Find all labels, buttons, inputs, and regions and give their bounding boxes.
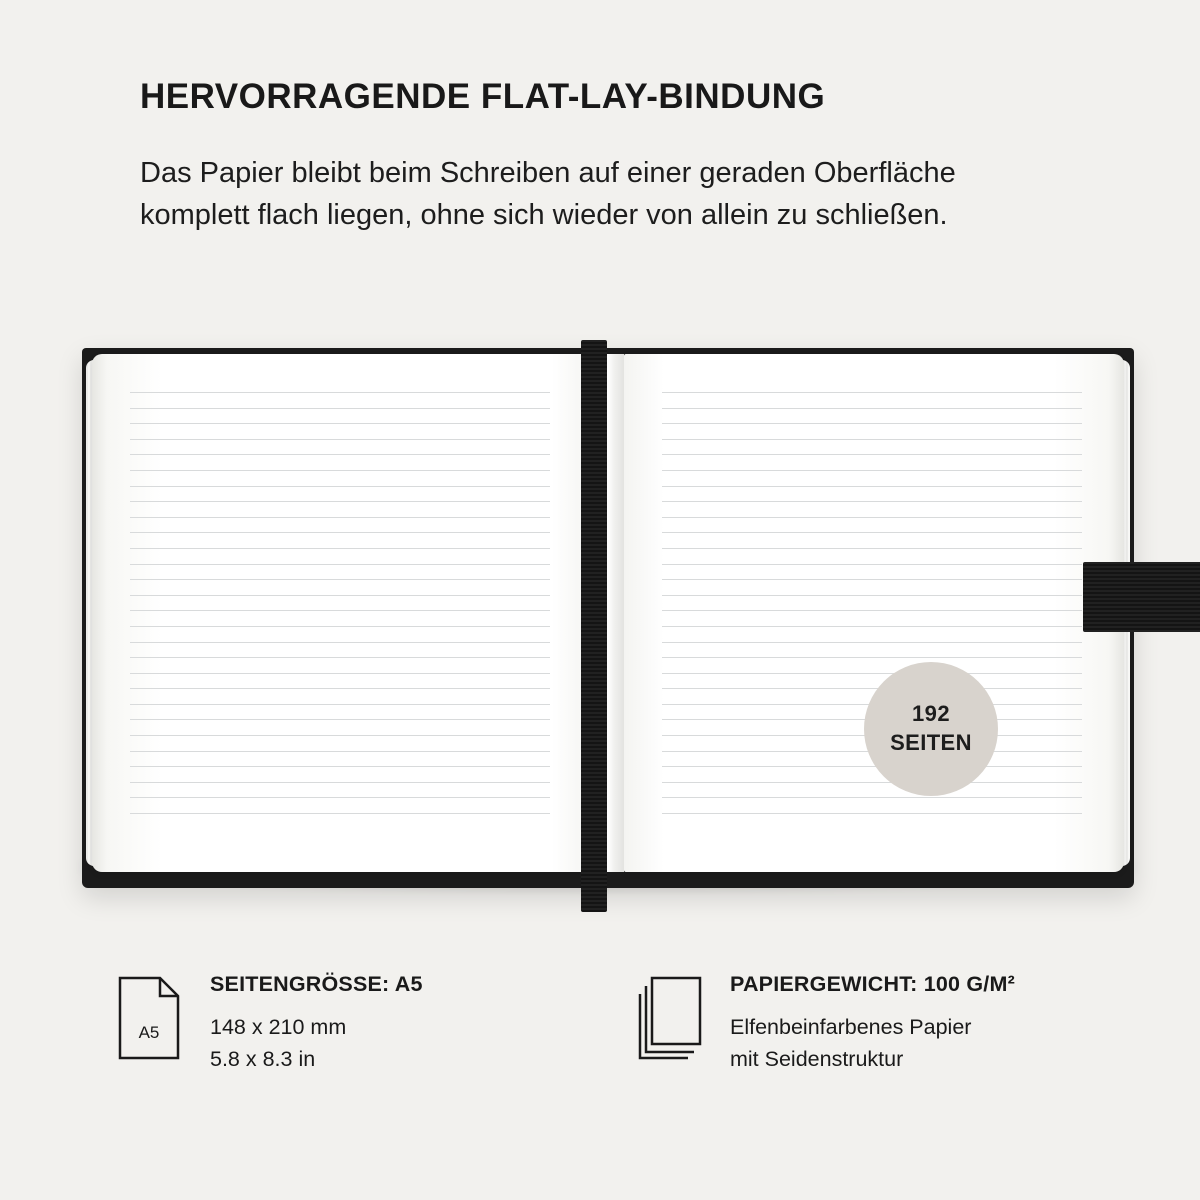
ruled-line — [130, 626, 550, 627]
ruled-line — [662, 766, 1082, 767]
ruled-line — [662, 486, 1082, 487]
ruled-line — [662, 564, 1082, 565]
notebook-photo — [78, 340, 1138, 910]
page-size-icon — [118, 972, 186, 1065]
ruled-line — [130, 610, 550, 611]
ruled-line — [130, 517, 550, 518]
ruled-line — [130, 579, 550, 580]
ruled-line — [130, 766, 550, 767]
ruled-line — [662, 813, 1082, 814]
ruled-line — [130, 813, 550, 814]
elastic-band — [581, 340, 607, 912]
ruled-line — [130, 392, 550, 393]
ruled-line — [130, 423, 550, 424]
ruled-line — [662, 782, 1082, 783]
spec-page-size — [118, 972, 588, 1076]
spec-list — [118, 972, 1128, 1076]
spec-paper-weight-line-1: Elfenbeinfarbenes Papier — [730, 1015, 972, 1039]
ruled-line — [130, 735, 550, 736]
ruled-line — [662, 470, 1082, 471]
ruled-line — [662, 610, 1082, 611]
spec-paper-weight-title: PAPIERGEWICHT: 100 G/M² — [730, 972, 1015, 996]
ruled-line — [130, 751, 550, 752]
ruled-line — [662, 439, 1082, 440]
ruled-line — [130, 408, 550, 409]
ruled-line — [662, 657, 1082, 658]
ruled-line — [130, 797, 550, 798]
ruled-line — [662, 532, 1082, 533]
page-count-badge — [864, 662, 998, 796]
ruled-line — [130, 486, 550, 487]
page-title: HERVORRAGENDE FLAT-LAY-BINDUNG — [140, 77, 826, 116]
ruled-line — [130, 782, 550, 783]
ruled-line — [662, 454, 1082, 455]
spec-paper-weight-text — [730, 972, 1015, 1076]
ruled-lines-left — [130, 392, 550, 822]
ruled-line — [130, 704, 550, 705]
ruled-line — [130, 470, 550, 471]
ruled-line — [130, 532, 550, 533]
ruled-line — [662, 501, 1082, 502]
ruled-line — [662, 595, 1082, 596]
ruled-line — [130, 454, 550, 455]
ruled-line — [130, 501, 550, 502]
ruled-line — [662, 548, 1082, 549]
ruled-line — [662, 688, 1082, 689]
page-count-label: SEITEN — [890, 730, 972, 755]
ruled-line — [130, 657, 550, 658]
ruled-line — [662, 797, 1082, 798]
ruled-line — [130, 688, 550, 689]
paper-stack-icon — [638, 972, 706, 1065]
svg-text:A5: A5 — [138, 1023, 160, 1042]
spec-page-size-line-1: 148 x 210 mm — [210, 1015, 347, 1039]
elastic-band-tail — [1083, 562, 1200, 632]
ruled-line — [662, 626, 1082, 627]
spec-paper-weight — [638, 972, 1108, 1076]
ruled-line — [662, 673, 1082, 674]
spec-page-size-text — [210, 972, 423, 1076]
page-subtitle: Das Papier bleibt beim Schreiben auf einer geraden Oberfläche komplett flach liegen, ohne sich wieder von allein zu schließen. — [140, 157, 956, 232]
ruled-line — [662, 423, 1082, 424]
ruled-line — [662, 408, 1082, 409]
ruled-line — [130, 595, 550, 596]
ruled-line — [130, 439, 550, 440]
ruled-line — [130, 548, 550, 549]
page-count-number: 192 — [912, 701, 950, 727]
ruled-line — [662, 392, 1082, 393]
ruled-line — [130, 673, 550, 674]
ruled-line — [662, 579, 1082, 580]
ruled-line — [130, 564, 550, 565]
ruled-line — [662, 517, 1082, 518]
ruled-line — [662, 642, 1082, 643]
spec-page-size-line-2: 5.8 x 8.3 in — [210, 1047, 316, 1072]
ruled-line — [130, 719, 550, 720]
spec-paper-weight-line-2: mit Seidenstruktur — [730, 1047, 904, 1072]
spec-page-size-title: SEITENGRÖSSE: A5 — [210, 972, 423, 996]
ruled-line — [130, 642, 550, 643]
